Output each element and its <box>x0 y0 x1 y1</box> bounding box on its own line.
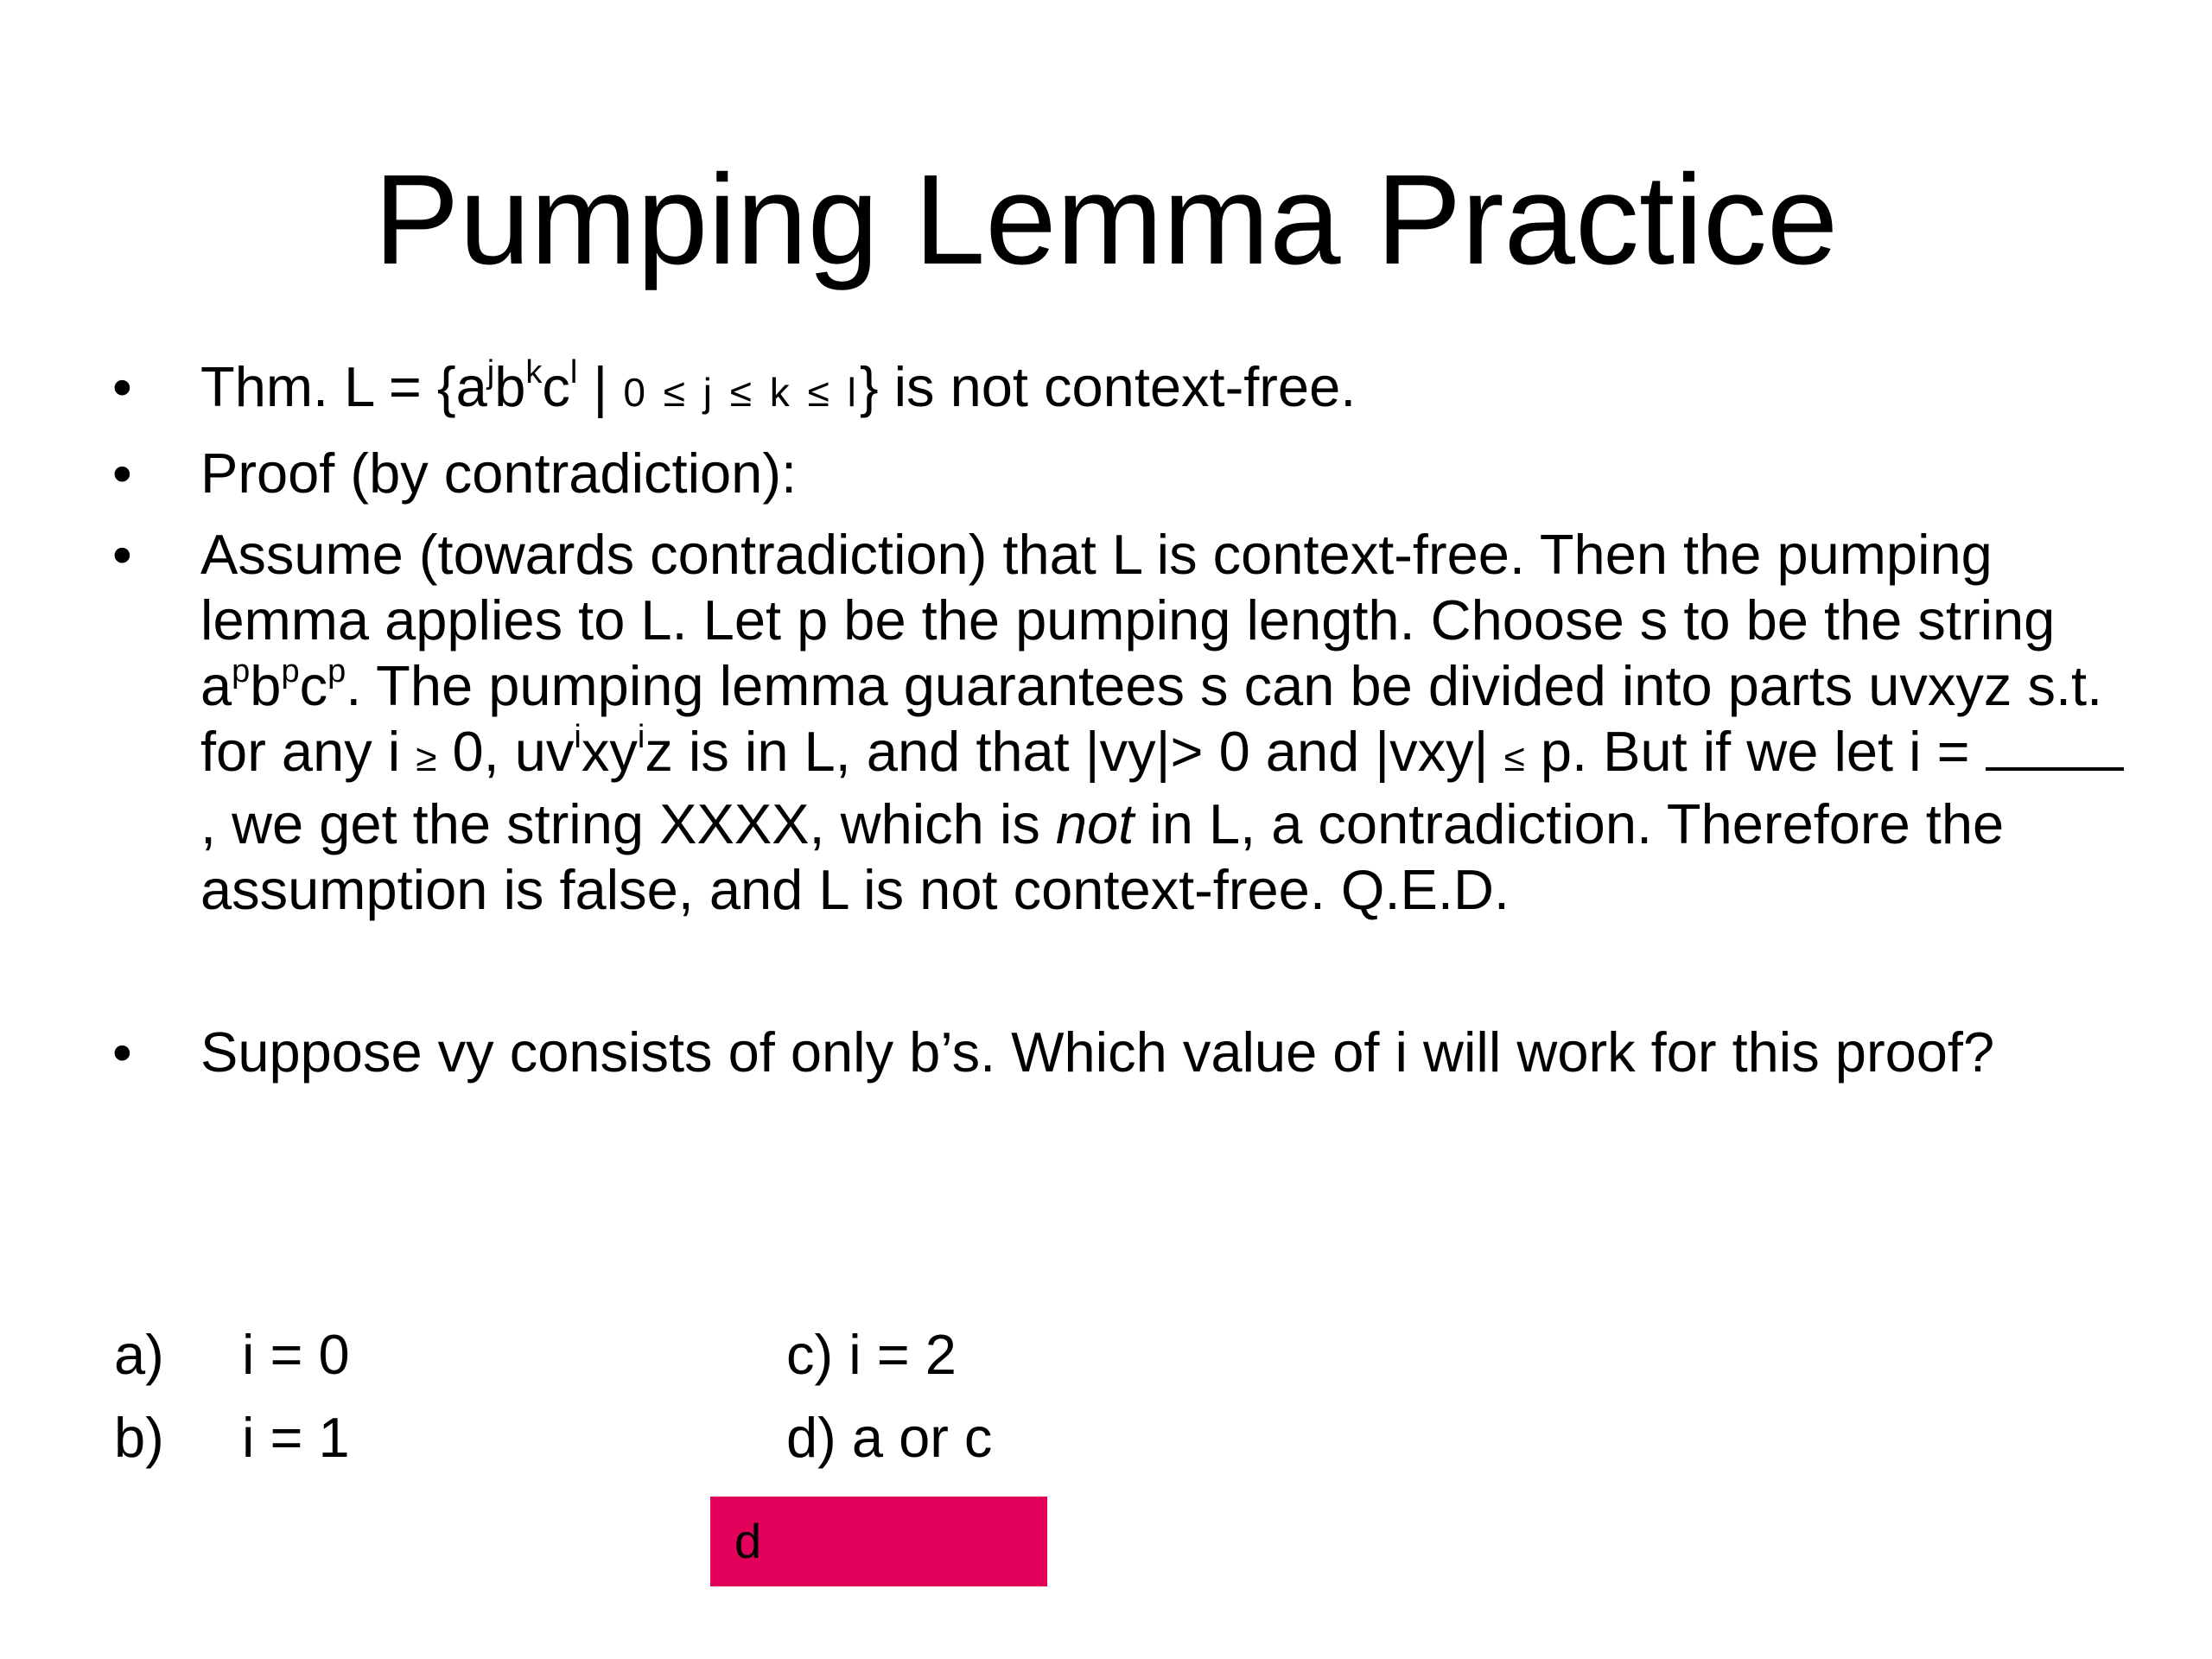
assume-italic-not: not <box>1055 792 1135 855</box>
theorem-sup-j: j <box>486 354 495 391</box>
theorem-prefix: Thm. L = {a <box>200 355 487 418</box>
assume-part8: p. But if we let i = <box>1524 720 1986 783</box>
theorem-bar: | <box>577 355 624 418</box>
assume-sup-p3: p <box>327 653 346 690</box>
option-a-letter: a) <box>114 1323 164 1386</box>
bullet-dot-icon <box>112 1020 164 1085</box>
assume-sup-p2: p <box>281 653 300 690</box>
assume-part2: b <box>250 654 282 717</box>
assume-part5: 0, uv <box>436 720 575 783</box>
option-b-letter: b) <box>114 1406 164 1469</box>
fill-in-blank <box>1986 719 2124 771</box>
bullet-question <box>112 1020 2126 1085</box>
bullet-dot-icon <box>112 441 164 506</box>
assume-sup-p1: p <box>232 653 251 690</box>
assume-part10: in L, a contradiction. Therefore the assumption is false, and L is not context-free. Q.E.D. <box>200 792 2005 921</box>
bullet-proof <box>112 441 2126 506</box>
assume-part3: c <box>299 654 328 717</box>
option-c-text: c) i = 2 <box>786 1323 957 1386</box>
theorem-c: c <box>542 355 570 418</box>
option-c[interactable] <box>786 1313 957 1396</box>
assume-part1: Assume (towards contradiction) that L is context-free. Then the pumping lemma applies to L. Let p be the pumping length. Choose s to be the string a <box>200 523 2056 717</box>
assume-part7: z is in L, and that |vy|> 0 and |vxy| <box>645 720 1504 783</box>
assume-sup-i2: i <box>637 719 645 756</box>
assume-sup-i1: i <box>574 719 582 756</box>
bullet-dot-icon <box>112 522 164 588</box>
bullet-theorem <box>112 354 2126 425</box>
assume-part9: , we get the string XXXX, which is <box>200 792 1056 855</box>
proof-text: Proof (by contradiction): <box>200 442 798 505</box>
bullet-dot-icon <box>112 354 164 420</box>
answer-options <box>114 1313 2101 1486</box>
option-a[interactable] <box>114 1313 350 1396</box>
theorem-sup-l: l <box>569 354 578 391</box>
option-b-text: i = 1 <box>242 1406 350 1469</box>
answer-box: d <box>710 1497 1047 1586</box>
theorem-suffix: } is not context-free. <box>859 355 1357 418</box>
question-text: Suppose vy consists of only b’s. Which value of i will work for this proof? <box>200 1020 1995 1084</box>
theorem-b: b <box>494 355 526 418</box>
option-a-text: i = 0 <box>242 1323 350 1386</box>
theorem-sup-k: k <box>525 354 543 391</box>
bullet-assume <box>112 522 2126 923</box>
assume-leq: ≤ <box>1503 737 1525 779</box>
option-d[interactable] <box>786 1396 992 1479</box>
slide-title: Pumping Lemma Practice <box>373 149 1839 291</box>
assume-part4: . The pumping lemma guarantees s can be divided into parts uvxyz s.t. for any i <box>200 654 2103 783</box>
option-b[interactable] <box>114 1396 350 1479</box>
bullet-list <box>112 354 2126 1085</box>
assume-geq: ≥ <box>416 737 437 779</box>
assume-part6: xy <box>581 720 638 783</box>
option-d-text: d) a or c <box>786 1406 993 1469</box>
theorem-condition: 0 ≤ j ≤ k ≤ l <box>623 370 860 415</box>
